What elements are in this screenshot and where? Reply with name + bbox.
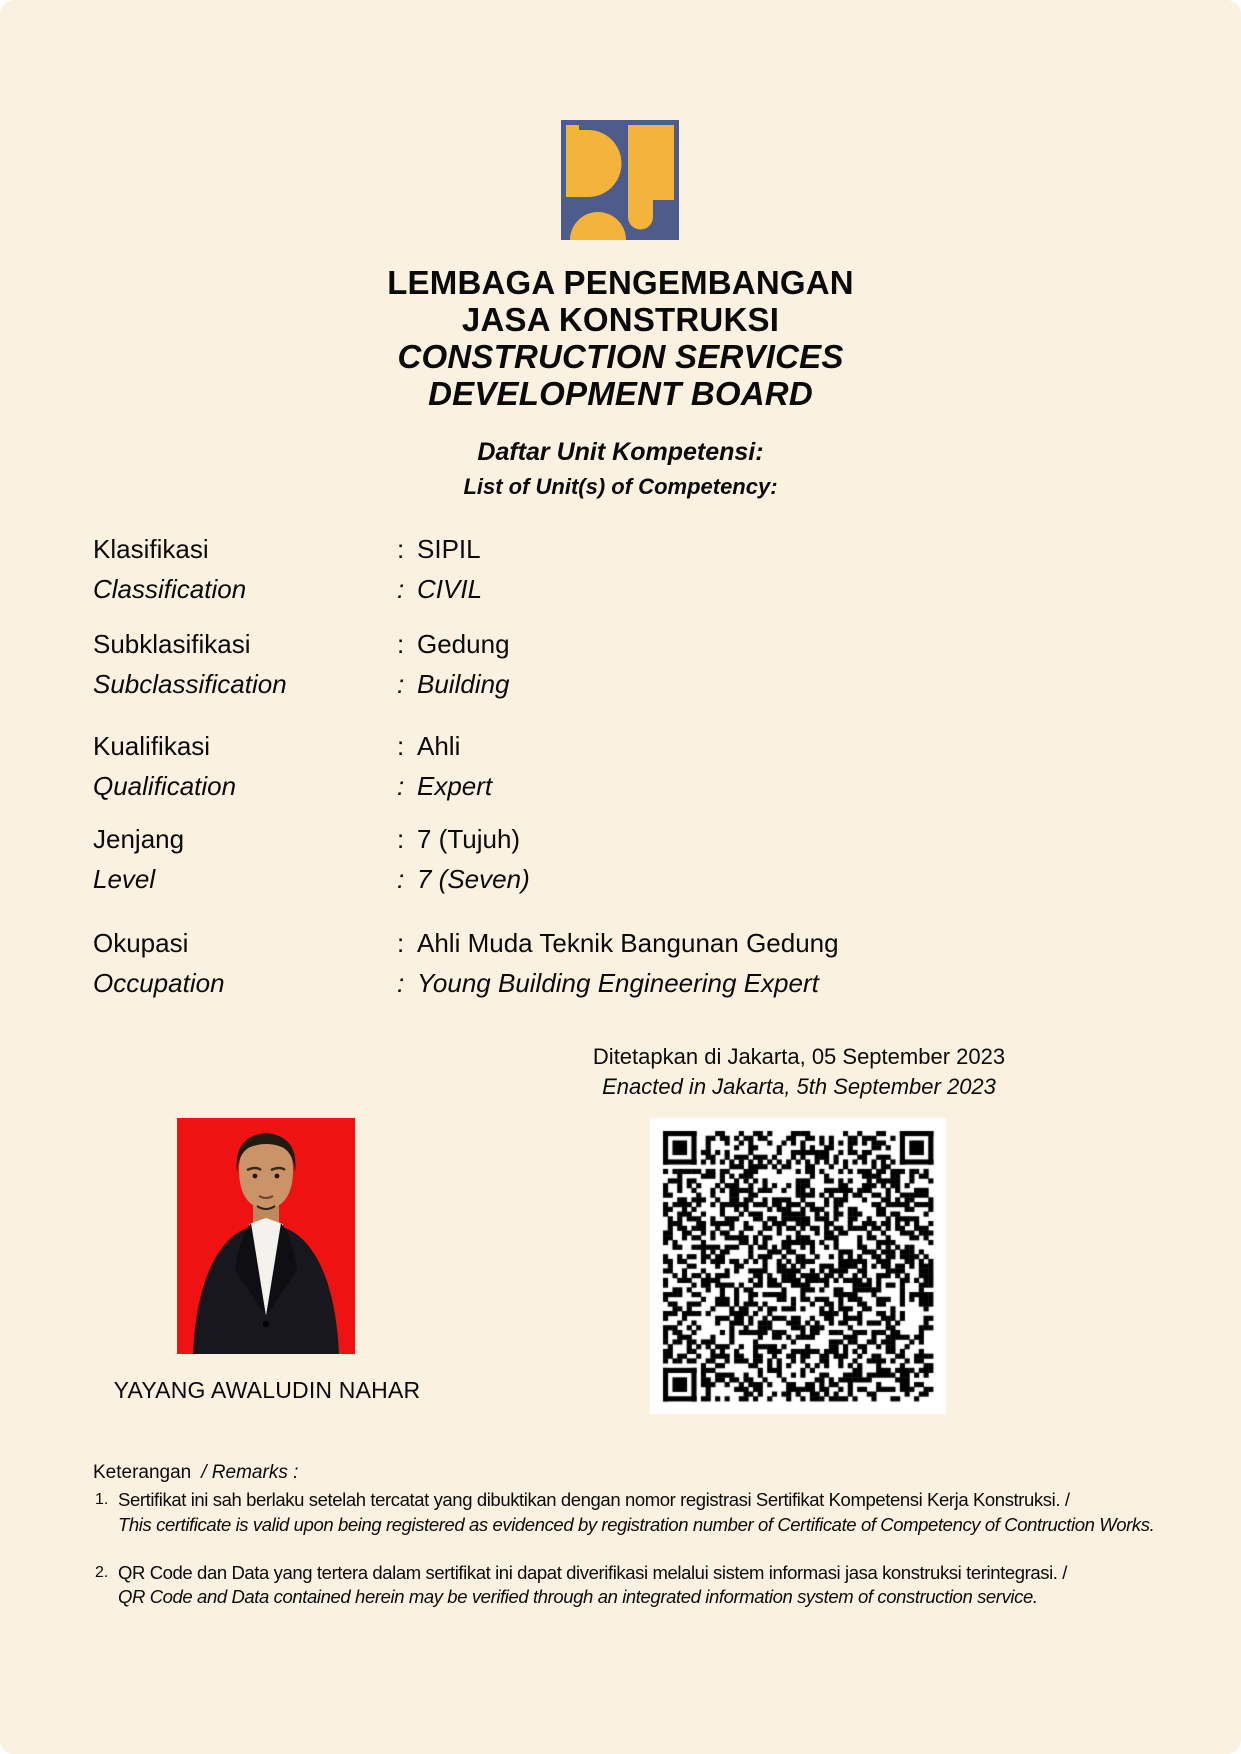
field-row-id <box>0 624 1241 664</box>
field-label-id: Klasifikasi <box>93 534 209 564</box>
remark-text-en: QR Code and Data contained herein may be verified through an integrated information system of construction service. <box>118 1586 1038 1607</box>
field-label-en: Occupation <box>93 968 225 998</box>
remarks-heading <box>93 1462 298 1484</box>
field-value-id: Ahli <box>417 731 461 761</box>
field-label-en: Qualification <box>93 771 237 801</box>
enactment-line-id: Ditetapkan di Jakarta, 05 September 2023 <box>592 1044 1006 1069</box>
colon: : <box>397 629 405 659</box>
field-row-id <box>0 819 1241 859</box>
field-value-en: Expert <box>417 771 493 801</box>
field-group-kualifikasi <box>0 726 1241 806</box>
field-value-id: 7 (Tujuh) <box>417 824 521 854</box>
remark-text-id: QR Code dan Data yang tertera dalam sertifikat ini dapat diverifikasi melalui sistem informasi jasa konstruksi terintegrasi. / <box>118 1562 1068 1583</box>
colon: : <box>397 669 405 699</box>
field-label-id: Subklasifikasi <box>93 629 251 659</box>
field-row-en <box>0 569 1241 609</box>
field-value-id: SIPIL <box>417 534 481 564</box>
org-title-en-line1: CONSTRUCTION SERVICES <box>397 338 844 375</box>
colon: : <box>397 928 405 958</box>
field-value-en: Building <box>417 669 510 699</box>
remark-number: 2. <box>95 1564 109 1581</box>
document-subtitle-id: Daftar Unit Kompetensi: <box>477 438 764 466</box>
colon: : <box>397 824 405 854</box>
field-row-id <box>0 923 1241 963</box>
document-subtitle-en: List of Unit(s) of Competency: <box>463 474 778 499</box>
remarks-heading-id: Keterangan <box>93 1462 192 1483</box>
holder-name: YAYANG AWALUDIN NAHAR <box>113 1377 421 1403</box>
colon: : <box>397 771 405 801</box>
remark-text-id: Sertifikat ini sah berlaku setelah tercatat yang dibuktikan dengan nomor registrasi Sertifikat Kompetensi Kerja Konstruksi. / <box>118 1489 1070 1510</box>
field-label-en: Subclassification <box>93 669 287 699</box>
colon: : <box>397 574 405 604</box>
field-value-en: Young Building Engineering Expert <box>417 968 819 998</box>
enactment-line-en: Enacted in Jakarta, 5th September 2023 <box>602 1074 996 1099</box>
field-value-id: Gedung <box>417 629 510 659</box>
field-group-okupasi <box>0 923 1241 1003</box>
field-value-id: Ahli Muda Teknik Bangunan Gedung <box>417 928 839 958</box>
colon: : <box>397 864 405 894</box>
field-group-klasifikasi <box>0 529 1241 609</box>
field-label-en: Level <box>93 864 156 894</box>
colon: : <box>397 731 405 761</box>
field-row-en <box>0 766 1241 806</box>
field-group-subklasifikasi <box>0 624 1241 704</box>
colon: : <box>397 534 405 564</box>
org-title-block <box>0 264 1241 412</box>
field-label-id: Okupasi <box>93 928 189 958</box>
field-label-id: Jenjang <box>93 824 185 854</box>
field-row-id <box>0 529 1241 569</box>
field-row-id <box>0 726 1241 766</box>
verification-qr-code <box>650 1118 946 1414</box>
field-value-en: CIVIL <box>417 574 483 604</box>
field-group-jenjang <box>0 819 1241 899</box>
holder-photo <box>177 1118 355 1354</box>
org-title-en-line2: DEVELOPMENT BOARD <box>428 375 813 412</box>
field-label-en: Classification <box>93 574 247 604</box>
remarks-heading-en: / Remarks : <box>201 1462 299 1483</box>
remark-text-en: This certificate is valid upon being registered as evidenced by registration number of Certificate of Competency of Contruction Works. <box>118 1514 1155 1535</box>
field-value-en: 7 (Seven) <box>417 864 530 894</box>
field-row-en <box>0 859 1241 899</box>
org-title-id-line1: LEMBAGA PENGEMBANGAN <box>387 264 854 301</box>
field-row-en <box>0 664 1241 704</box>
colon: : <box>397 968 405 998</box>
field-label-id: Kualifikasi <box>93 731 211 761</box>
field-row-en <box>0 963 1241 1003</box>
lpjk-logo-icon <box>561 120 679 240</box>
enactment-block <box>520 1042 1078 1102</box>
org-title-id-line2: JASA KONSTRUKSI <box>461 301 780 338</box>
remark-number: 1. <box>95 1491 109 1508</box>
